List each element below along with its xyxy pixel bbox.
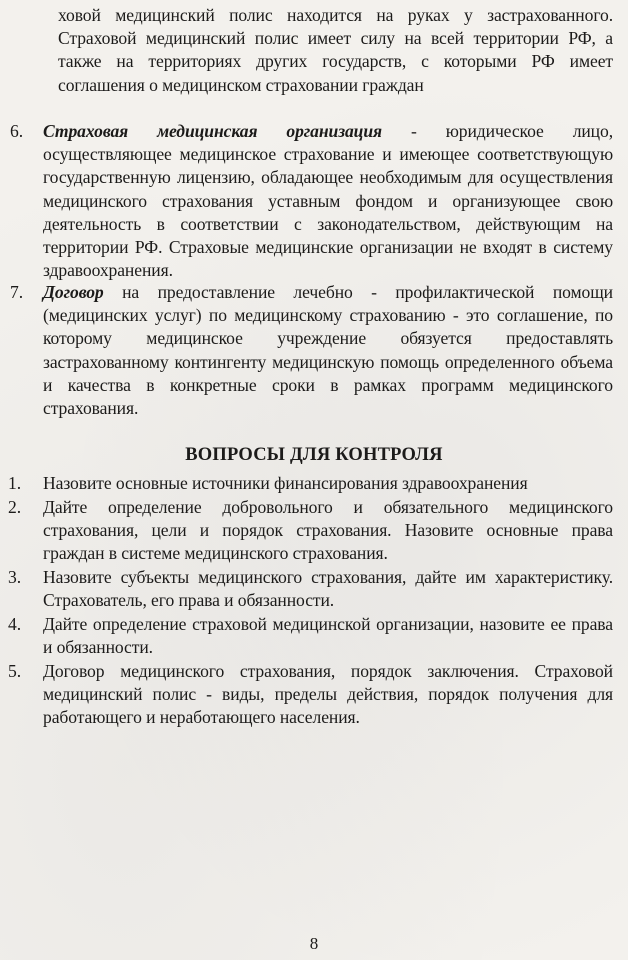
question-number-3: 3.	[8, 567, 22, 587]
definition-6	[43, 120, 613, 282]
definition-number-6: 6.	[10, 121, 24, 141]
question-number-2: 2.	[8, 497, 22, 517]
definition-7-term: Договор	[43, 282, 104, 302]
definition-number-7: 7.	[10, 282, 24, 302]
definition-6-term: Страховая медицинская организация	[43, 121, 383, 141]
question-number-1: 1.	[8, 473, 22, 493]
page-number: 8	[309, 934, 319, 953]
definition-7	[43, 281, 613, 420]
question-number-4: 4.	[8, 614, 22, 634]
intro-paragraph: ховой медицинский полис находится на руках у застрахованного. Страховой медицинский полис имеет силу на всей территории РФ, а также на территориях других государств, с которыми РФ имеет соглашения о медицинском страховании граждан	[58, 5, 613, 95]
question-number-5: 5.	[8, 661, 22, 681]
section-title: ВОПРОСЫ ДЛЯ КОНТРОЛЯ	[185, 445, 443, 465]
definition-6-text: - юридическое лицо, осуществляющее медицинское страхование и имеющее соответствующую государственную лицензию, обладающее необходимым для осуществления медицинского страхования уставным фондом и организующее свою деятельность в соответствии с законодательством, действующим на территории РФ. Страховые медицинские организации не входят в систему здравоохранения.	[43, 121, 613, 281]
question-1: Назовите основные источники финансирования здравоохранения	[43, 473, 528, 493]
question-5: Договор медицинского страхования, порядок заключения. Страховой медицинский полис - виды, пределы действия, порядок получения для работающего и неработающего населения.	[43, 661, 613, 728]
question-2: Дайте определение добровольного и обязательного медицинского страхования, цели и порядок страхования. Назовите основные права граждан в системе медицинского страхования.	[43, 497, 613, 564]
question-4: Дайте определение страховой медицинской организации, назовите ее права и обязанности.	[43, 614, 613, 658]
definition-7-text: на предоставление лечебно - профилактической помощи (медицинских услуг) по медицинскому страхованию - это соглашение, по которому медицинское учреждение обязуется предоставлять застрахованному контингенту медицинскую помощь определенного объема и качества в конкретные сроки в рамках программ медицинского страхования.	[43, 282, 613, 419]
question-3: Назовите субъекты медицинского страхования, дайте им характеристику. Страхователь, его права и обязанности.	[43, 567, 613, 611]
